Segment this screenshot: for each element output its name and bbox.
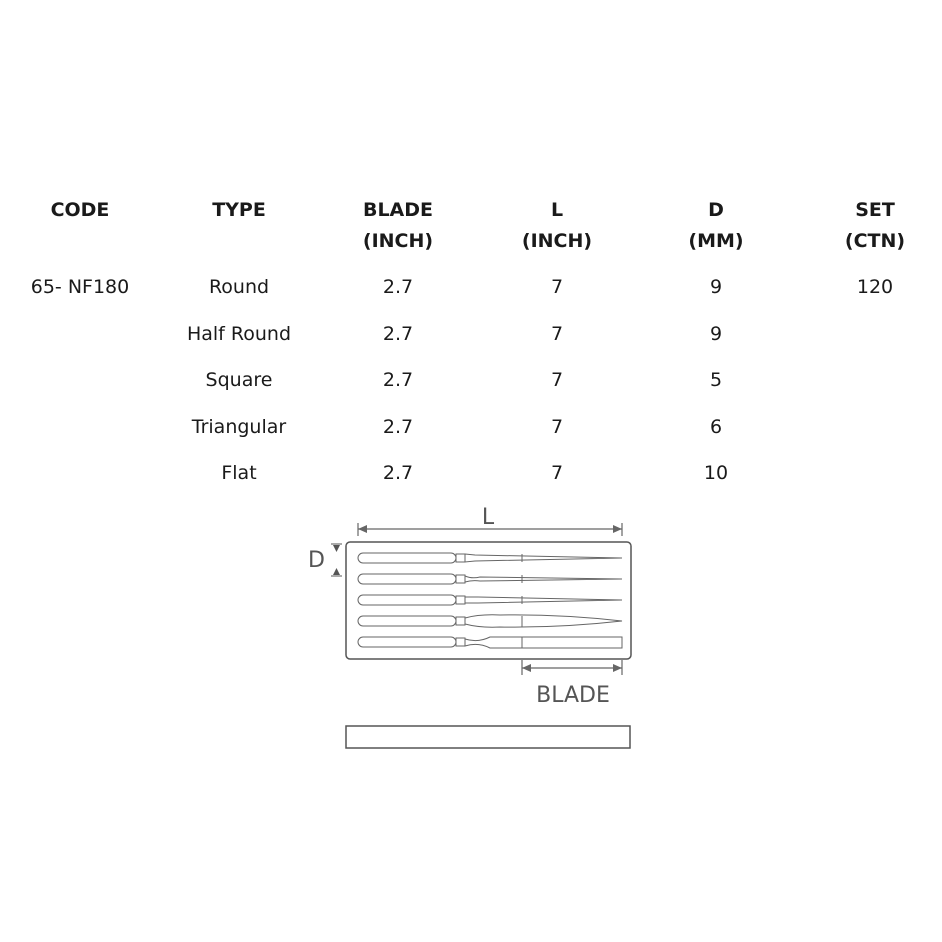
table-header-row <box>0 195 942 255</box>
table-row <box>0 319 942 349</box>
file-half-round <box>358 574 622 584</box>
cell-blade: 2.7 <box>382 323 414 345</box>
file-triangular <box>358 615 622 627</box>
header-type: TYPE <box>212 199 266 221</box>
case-side-view <box>346 726 630 748</box>
header-length: L (INCH) <box>521 199 593 252</box>
file-square <box>358 595 622 605</box>
cell-diameter: 6 <box>709 416 723 438</box>
header-diameter: D (MM) <box>688 199 744 252</box>
cell-type: Flat <box>221 462 257 484</box>
header-code: CODE <box>50 199 110 221</box>
diagram-svg <box>300 500 660 760</box>
file-flat <box>358 637 622 648</box>
cell-blade: 2.7 <box>382 369 414 391</box>
table-row <box>0 272 942 302</box>
cell-code: 65- NF180 <box>30 276 130 298</box>
cell-blade: 2.7 <box>382 462 414 484</box>
cell-diameter: 5 <box>709 369 723 391</box>
cell-diameter: 9 <box>709 276 723 298</box>
cell-blade: 2.7 <box>382 276 414 298</box>
label-l: L <box>481 505 495 530</box>
spec-table <box>0 195 942 484</box>
cell-type: Triangular <box>191 416 287 438</box>
cell-length: 7 <box>550 416 564 438</box>
header-set: SET (CTN) <box>844 199 906 252</box>
table-row <box>0 365 942 395</box>
cell-length: 7 <box>550 369 564 391</box>
cell-type: Square <box>205 369 273 391</box>
cell-blade: 2.7 <box>382 416 414 438</box>
cell-diameter: 9 <box>709 323 723 345</box>
label-d: D <box>308 548 325 573</box>
cell-type: Round <box>208 276 270 298</box>
table-row <box>0 412 942 442</box>
header-blade: BLADE (INCH) <box>362 199 434 252</box>
diameter-dimension-arrow <box>331 544 342 576</box>
cell-diameter: 10 <box>703 462 729 484</box>
needle-file-set-diagram <box>300 500 660 760</box>
label-blade: BLADE <box>536 683 610 708</box>
file-round <box>358 553 622 563</box>
cell-length: 7 <box>550 323 564 345</box>
cell-length: 7 <box>550 462 564 484</box>
cell-length: 7 <box>550 276 564 298</box>
blade-dimension-arrow <box>522 660 622 675</box>
table-row <box>0 458 942 488</box>
cell-set: 120 <box>856 276 894 298</box>
cell-type: Half Round <box>186 323 292 345</box>
